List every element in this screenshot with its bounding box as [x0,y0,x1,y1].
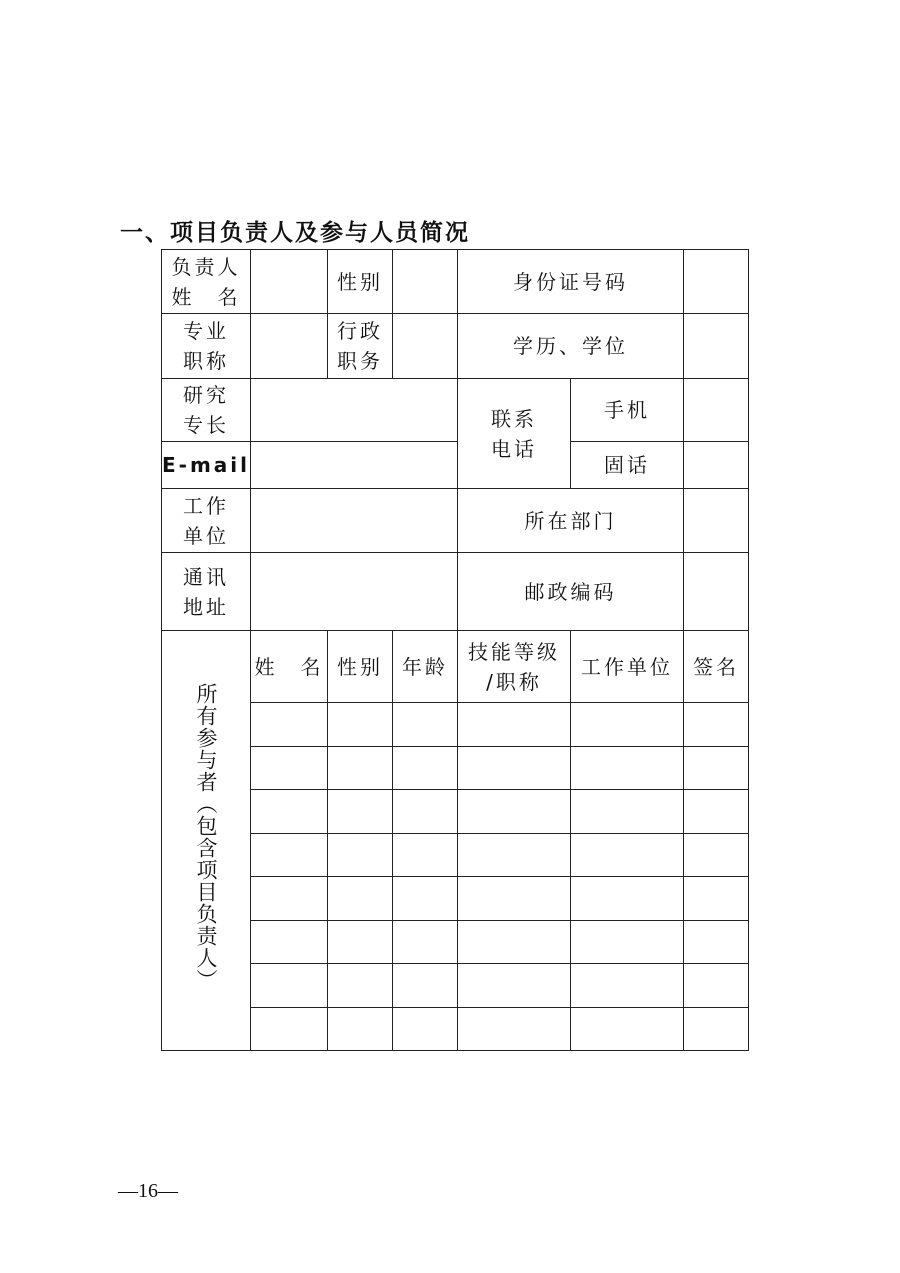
employer-label: 工作 单位 [162,489,251,553]
participant-age-cell[interactable] [393,703,458,747]
participant-signature-cell[interactable] [684,746,749,790]
participant-name-cell[interactable] [251,746,328,790]
participant-name-cell[interactable] [251,920,328,964]
participant-row [162,964,749,1008]
mobile-field[interactable] [684,379,749,442]
participant-name-cell[interactable] [251,703,328,747]
participant-employer-cell[interactable] [571,964,684,1008]
participant-skill-cell[interactable] [458,790,571,834]
title-field[interactable] [251,314,328,379]
specialty-label: 研究 专长 [162,379,251,442]
participant-row [162,703,749,747]
address-label: 通讯 地址 [162,553,251,631]
postcode-label: 邮政编码 [458,553,684,631]
participant-row [162,833,749,877]
id-number-field[interactable] [684,250,749,314]
title-label: 专业 职称 [162,314,251,379]
participant-skill-cell[interactable] [458,833,571,877]
position-label: 行政 职务 [328,314,393,379]
participant-employer-cell[interactable] [571,877,684,921]
participant-employer-cell[interactable] [571,746,684,790]
participant-employer-cell[interactable] [571,833,684,877]
participant-row [162,877,749,921]
col-employer-header: 工作单位 [571,631,684,703]
participant-row [162,1007,749,1051]
participant-gender-cell[interactable] [328,877,393,921]
participant-signature-cell[interactable] [684,964,749,1008]
col-signature-header: 签名 [684,631,749,703]
participant-signature-cell[interactable] [684,877,749,921]
participant-name-cell[interactable] [251,964,328,1008]
leader-name-field[interactable] [251,250,328,314]
participant-age-cell[interactable] [393,964,458,1008]
participant-gender-cell[interactable] [328,703,393,747]
email-label: E-mail [162,442,251,489]
landline-label: 固话 [571,442,684,489]
participant-gender-cell[interactable] [328,790,393,834]
education-field[interactable] [684,314,749,379]
email-field[interactable] [251,442,458,489]
col-skill-header: 技能等级 /职称 [458,631,571,703]
personnel-form-table [161,249,749,1051]
col-gender-header: 性别 [328,631,393,703]
participant-age-cell[interactable] [393,746,458,790]
leader-name-label: 负责人 姓 名 [162,250,251,314]
participant-signature-cell[interactable] [684,920,749,964]
participant-gender-cell[interactable] [328,920,393,964]
education-label: 学历、学位 [458,314,684,379]
participant-name-cell[interactable] [251,833,328,877]
participant-age-cell[interactable] [393,877,458,921]
participant-age-cell[interactable] [393,920,458,964]
address-field[interactable] [251,553,458,631]
participant-skill-cell[interactable] [458,920,571,964]
participants-side-label: 所有参与者（包含项目负责人） [162,631,251,1051]
section-heading: 一、项目负责人及参与人员简况 [120,220,470,246]
col-age-header: 年龄 [393,631,458,703]
participant-employer-cell[interactable] [571,1007,684,1051]
participant-employer-cell[interactable] [571,790,684,834]
participant-skill-cell[interactable] [458,703,571,747]
participant-skill-cell[interactable] [458,746,571,790]
participant-signature-cell[interactable] [684,703,749,747]
participant-gender-cell[interactable] [328,833,393,877]
page-number: —16— [118,1180,178,1202]
postcode-field[interactable] [684,553,749,631]
participant-gender-cell[interactable] [328,746,393,790]
gender-label: 性别 [328,250,393,314]
participant-employer-cell[interactable] [571,703,684,747]
participant-name-cell[interactable] [251,790,328,834]
department-field[interactable] [684,489,749,553]
participant-gender-cell[interactable] [328,1007,393,1051]
gender-field[interactable] [393,250,458,314]
participant-row [162,790,749,834]
participant-skill-cell[interactable] [458,1007,571,1051]
id-number-label: 身份证号码 [458,250,684,314]
participant-signature-cell[interactable] [684,1007,749,1051]
position-field[interactable] [393,314,458,379]
employer-field[interactable] [251,489,458,553]
participant-age-cell[interactable] [393,833,458,877]
participant-skill-cell[interactable] [458,877,571,921]
mobile-label: 手机 [571,379,684,442]
participant-name-cell[interactable] [251,877,328,921]
participant-employer-cell[interactable] [571,920,684,964]
department-label: 所在部门 [458,489,684,553]
specialty-field[interactable] [251,379,458,442]
participant-gender-cell[interactable] [328,964,393,1008]
participant-age-cell[interactable] [393,1007,458,1051]
participant-signature-cell[interactable] [684,833,749,877]
participant-row [162,920,749,964]
col-name-header: 姓 名 [251,631,328,703]
participant-age-cell[interactable] [393,790,458,834]
participant-skill-cell[interactable] [458,964,571,1008]
participant-signature-cell[interactable] [684,790,749,834]
participant-row [162,746,749,790]
participant-name-cell[interactable] [251,1007,328,1051]
landline-field[interactable] [684,442,749,489]
contact-phone-label: 联系 电话 [458,379,571,489]
